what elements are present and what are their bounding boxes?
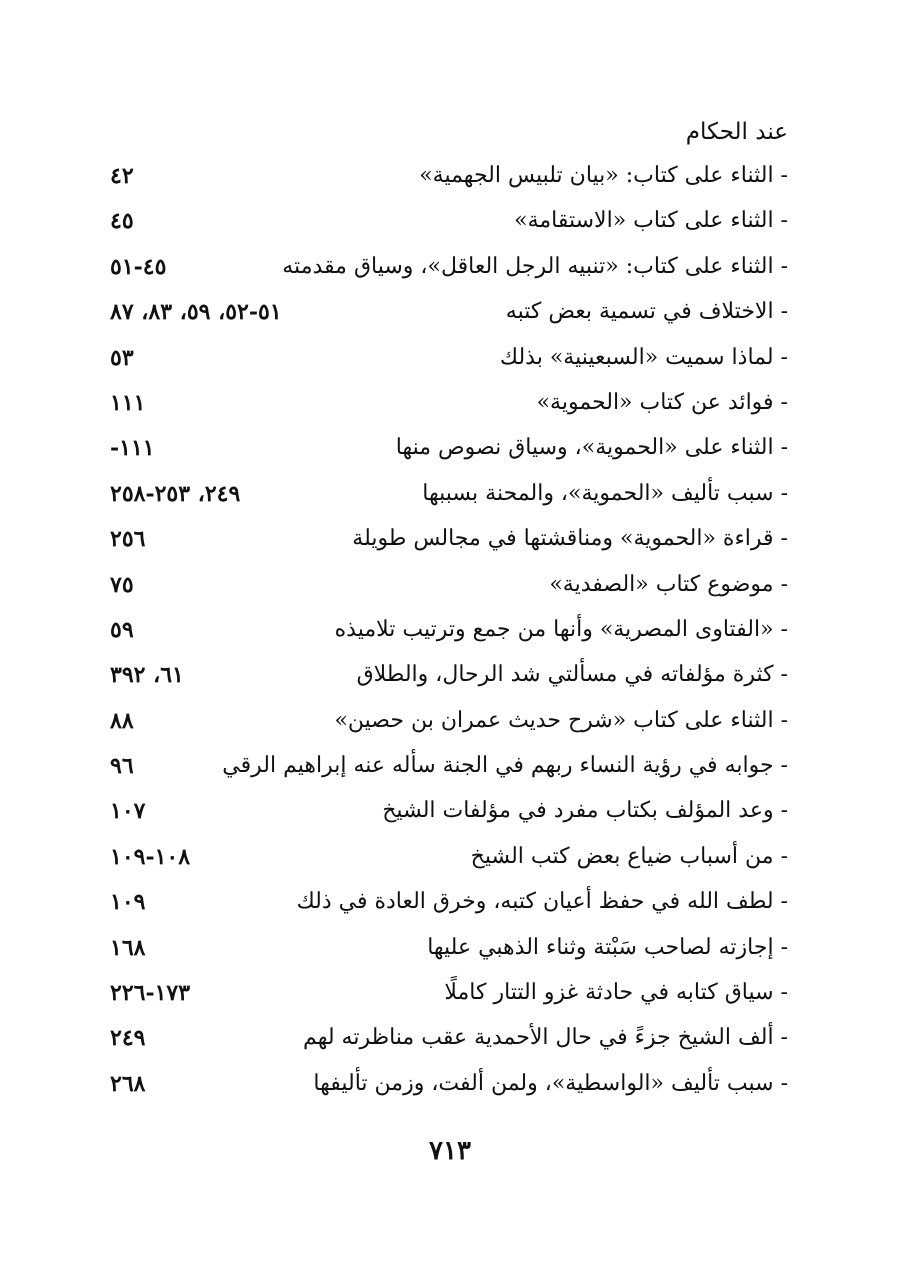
index-entry-text: - قراءة «الحموية» ومناقشتها في مجالس طويلة (352, 526, 788, 552)
index-entry-text: - الثناء على كتاب «شرح حديث عمران بن حصين» (334, 707, 788, 733)
index-entry (110, 1016, 788, 1061)
index-entry-text: - الثناء على كتاب «الاستقامة» (514, 208, 788, 234)
index-entry-text: - لطف الله في حفظ أعيان كتبه، وخرق العادة في ذلك (296, 889, 788, 915)
index-entry-pages: ٧٥ (110, 571, 134, 598)
section-continuation-heading: عند الحكام (685, 119, 788, 145)
index-entry-text: - سبب تأليف «الحموية»، والمحنة بسببها (422, 480, 788, 506)
index-entry (110, 154, 788, 199)
index-entry (110, 517, 788, 562)
index-entry (110, 199, 788, 244)
index-entry-text: - فوائد عن كتاب «الحموية» (536, 389, 788, 415)
index-entry (110, 699, 788, 744)
index-entry (110, 1062, 788, 1107)
index-entry (110, 290, 788, 335)
index-entry-pages: ١٠٧ (110, 798, 146, 825)
index-entry (110, 608, 788, 653)
index-entry-pages: ١٠٩ (110, 889, 146, 916)
index-entry-pages: ٩٦ (110, 753, 134, 780)
index-entry (110, 381, 788, 426)
index-entry-pages: ٥١-٥٢، ٥٩، ٨٣، ٨٧ (110, 299, 282, 326)
index-entry-text: - الثناء على كتاب: «بيان تلبيس الجهمية» (419, 163, 788, 188)
index-entry (110, 971, 788, 1016)
index-entry-text: - الاختلاف في تسمية بعض كتبه (505, 299, 788, 325)
index-entry-pages: ٨٨ (110, 707, 134, 734)
index-entry-pages: ١٦٨ (110, 934, 146, 961)
index-entry-text: - سياق كتابه في حادثة غزو التتار كاملًا (444, 980, 788, 1006)
index-entry-pages: ١٧٣-٢٢٦ (110, 980, 191, 1007)
index-entry-text: - الثناء على كتاب: «تنبيه الرجل العاقل»، وسياق مقدمته (282, 253, 788, 279)
index-entry-text: - جوابه في رؤية النساء ربهم في الجنة سأله عنه إبراهيم الرقي (222, 753, 788, 779)
index-entry (110, 472, 788, 517)
page-number: ٧١٣ (429, 1136, 471, 1166)
index-entry-pages: ٢٤٩، ٢٥٣-٢٥٨ (110, 480, 241, 507)
index-entry-text: - ألف الشيخ جزءً في حال الأحمدية عقب مناظرته لهم (303, 1025, 788, 1051)
index-entry-text: - موضوع كتاب «الصفدية» (549, 571, 788, 597)
index-list (110, 154, 788, 1107)
index-entry-text: - إجازته لصاحب سَبْتة وثناء الذهبي عليها (427, 934, 788, 960)
index-entry (110, 653, 788, 698)
index-entry (110, 835, 788, 880)
index-entry (110, 336, 788, 381)
index-entry (110, 744, 788, 789)
index-entry (110, 245, 788, 290)
index-entry-pages: ٢٥٦ (110, 526, 146, 553)
index-entry-pages: ٥٣ (110, 344, 134, 371)
index-entry (110, 926, 788, 971)
index-entry-pages: ١١١- (110, 435, 155, 462)
index-entry-pages: ١٠٨-١٠٩ (110, 843, 191, 870)
index-entry (110, 880, 788, 925)
index-entry-pages: ٢٤٩ (110, 1025, 146, 1052)
index-entry-pages: ٥٩ (110, 616, 134, 643)
index-entry-pages: ٤٥-٥١ (110, 253, 167, 280)
index-entry-text: - لماذا سميت «السبعينية» بذلك (499, 344, 788, 370)
index-entry-text: - وعد المؤلف بكتاب مفرد في مؤلفات الشيخ (382, 798, 788, 824)
index-entry-pages: ٤٥ (110, 208, 134, 235)
index-entry-text: - من أسباب ضياع بعض كتب الشيخ (470, 843, 788, 869)
index-entry-text: - كثرة مؤلفاته في مسألتي شد الرحال، والطلاق (356, 662, 788, 688)
index-entry-pages: ١١١ (110, 389, 146, 416)
index-entry (110, 563, 788, 608)
index-entry-text: - «الفتاوى المصرية» وأنها من جمع وترتيب تلاميذه (334, 616, 788, 642)
index-entry-pages: ٦١، ٣٩٢ (110, 662, 184, 689)
index-entry (110, 426, 788, 471)
index-entry-text: - الثناء على «الحموية»، وسياق نصوص منها (395, 435, 788, 461)
index-entry-pages: ٢٦٨ (110, 1070, 146, 1097)
index-entry (110, 789, 788, 834)
index-entry-pages: ٤٢ (110, 163, 134, 189)
index-entry-text: - سبب تأليف «الواسطية»، ولمن ألفت، وزمن تأليفها (313, 1070, 788, 1096)
